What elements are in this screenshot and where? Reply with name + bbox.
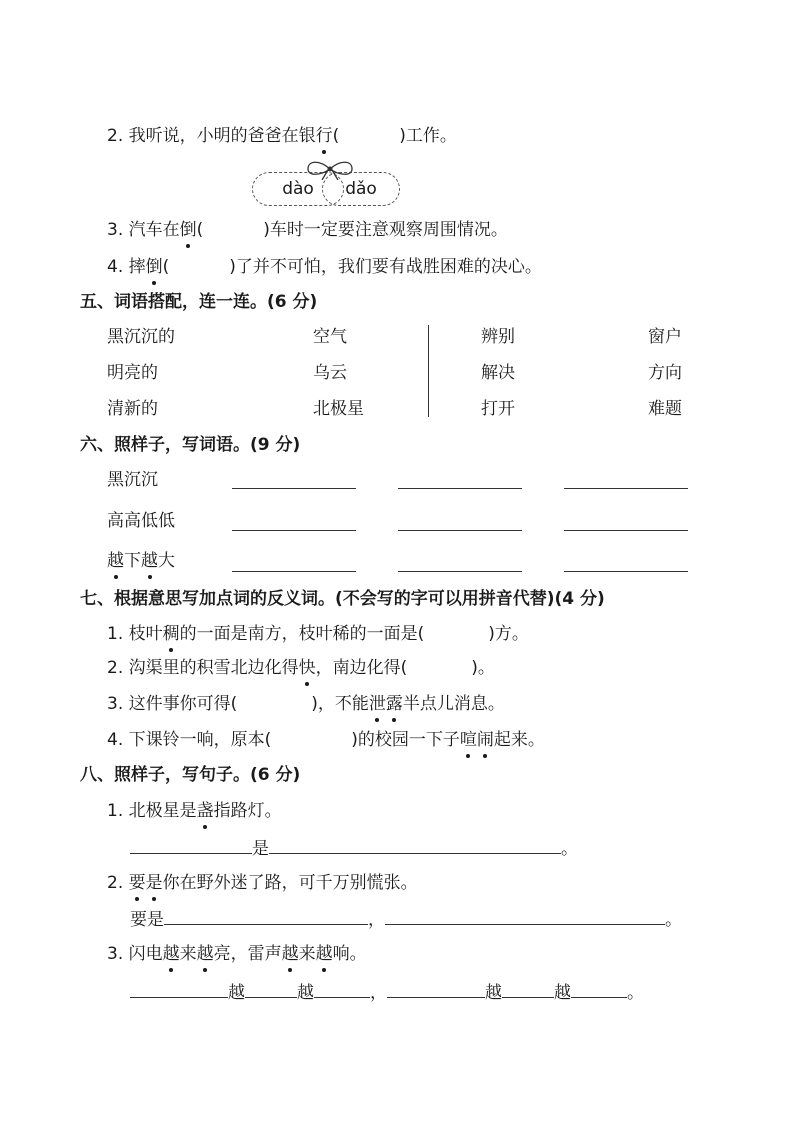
- match-word[interactable]: 清新的: [107, 399, 158, 419]
- section-7-title: 七、根据意思写加点词的反义词。(不会写的字可以用拼音代替)(4 分): [80, 589, 605, 609]
- answer-line[interactable]: [130, 835, 252, 854]
- question-7-3: 3. 这件事你可得( )，不能泄露半点儿消息。: [107, 694, 505, 714]
- answer-line[interactable]: [398, 488, 522, 489]
- answer-line[interactable]: [398, 530, 522, 531]
- answer-line[interactable]: [571, 979, 627, 998]
- ribbon-bow-icon: [302, 158, 358, 180]
- match-word[interactable]: 打开: [481, 399, 515, 419]
- match-word[interactable]: 解决: [481, 363, 515, 383]
- answer-line[interactable]: [232, 571, 356, 572]
- match-word[interactable]: 方向: [648, 363, 682, 383]
- answer-line[interactable]: [314, 979, 370, 998]
- answer-line[interactable]: [269, 835, 561, 854]
- answer-line[interactable]: [130, 979, 228, 998]
- answer-line[interactable]: [564, 488, 688, 489]
- answer-sentence-8-3: 越 越 ， 越 越 。: [130, 979, 644, 1005]
- example-word: 高高低低: [107, 511, 175, 531]
- section-5-title: 五、词语搭配，连一连。(6 分): [80, 292, 318, 312]
- match-word[interactable]: 黑沉沉的: [107, 327, 175, 347]
- match-word[interactable]: 空气: [313, 327, 347, 347]
- answer-line[interactable]: [502, 979, 554, 998]
- question-8-1: 1. 北极星是盏指路灯。: [107, 801, 282, 821]
- pinyin-option-dao4: dào: [252, 172, 344, 206]
- match-word[interactable]: 乌云: [313, 363, 347, 383]
- answer-line[interactable]: [245, 979, 297, 998]
- question-4-2: 2. 我听说，小明的爸爸在银行( )工作。: [107, 126, 457, 146]
- answer-line[interactable]: [385, 906, 665, 925]
- answer-line[interactable]: [564, 571, 688, 572]
- answer-line[interactable]: [232, 488, 356, 489]
- question-4-4: 4. 摔倒( )了并不可怕，我们要有战胜困难的决心。: [107, 257, 542, 277]
- column-divider: [428, 325, 429, 417]
- answer-line[interactable]: [398, 571, 522, 572]
- answer-line[interactable]: [164, 906, 368, 925]
- section-6-title: 六、照样子，写词语。(9 分): [80, 435, 301, 455]
- answer-line[interactable]: [232, 530, 356, 531]
- example-word: 越下越大: [107, 551, 175, 571]
- example-word: 黑沉沉: [107, 470, 158, 490]
- answer-line[interactable]: [564, 530, 688, 531]
- match-word[interactable]: 窗户: [648, 327, 682, 347]
- answer-sentence-8-1: 是 。: [130, 835, 578, 861]
- question-8-2: 2. 要是你在野外迷了路，可千万别慌张。: [107, 873, 418, 893]
- section-8-title: 八、照样子，写句子。(6 分): [80, 765, 301, 785]
- question-4-3: 3. 汽车在倒( )车时一定要注意观察周围情况。: [107, 220, 508, 240]
- question-7-1: 1. 枝叶稠的一面是南方，枝叶稀的一面是( )方。: [107, 624, 529, 644]
- answer-line[interactable]: [387, 979, 485, 998]
- pinyin-option-dao3: dǎo: [322, 172, 400, 206]
- answer-sentence-8-2: 要是 ， 。: [130, 906, 682, 932]
- match-word[interactable]: 辨别: [481, 327, 515, 347]
- match-word[interactable]: 明亮的: [107, 363, 158, 383]
- match-word[interactable]: 北极星: [313, 399, 364, 419]
- question-7-4: 4. 下课铃一响，原本( )的校园一下子喧闹起来。: [107, 730, 545, 750]
- match-word[interactable]: 难题: [648, 399, 682, 419]
- question-7-2: 2. 沟渠里的积雪北边化得快，南边化得( )。: [107, 658, 495, 678]
- question-8-3: 3. 闪电越来越亮，雷声越来越响。: [107, 944, 367, 964]
